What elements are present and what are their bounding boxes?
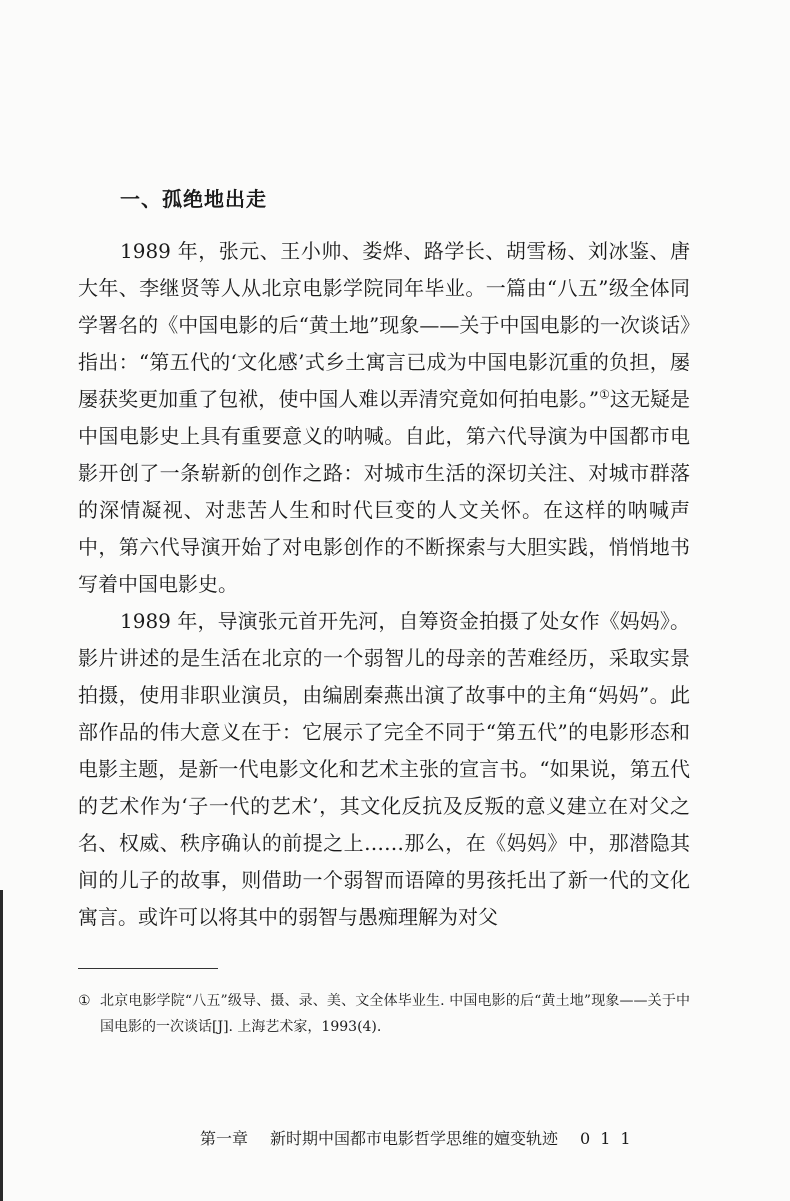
paragraph-1 <box>78 233 690 603</box>
footer-title: 新时期中国都市电影哲学思维的嬗变轨迹 <box>270 1129 559 1148</box>
footnote-divider <box>78 968 218 969</box>
page-edge-shadow <box>0 890 3 1201</box>
page-number: 011 <box>580 1129 641 1148</box>
section-heading: 一、孤绝地出走 <box>120 187 267 211</box>
paragraph-1-text-a: 1989 年，张元、王小帅、娄烨、路学长、胡雪杨、刘冰鉴、唐大年、李继贤等人从北京电影学院同年毕业。一篇由“八五”级全体同学署名的《中国电影的后“黄土地”现象——关于中国电影的一次谈话》指出：“第五代的‘文化感’式乡土寓言已成为中国电影沉重的负担，屡屡获奖更加重了包袱，使中国人难以弄清究竟如何拍电影。” <box>78 239 690 411</box>
footnote-number: ① <box>78 993 91 1009</box>
paragraph-1-text-b: 这无疑是中国电影史上具有重要意义的呐喊。自此，第六代导演为中国都市电影开创了一条崭新的创作之路：对城市生活的深切关注、对城市群落的深情凝视、对悲苦人生和时代巨变的人文关怀。在这样的呐喊声中，第六代导演开始了对电影创作的不断探索与大胆实践，悄悄地书写着中国电影史。 <box>78 387 691 596</box>
body-text <box>78 233 690 936</box>
footer-chapter: 第一章 <box>200 1129 249 1148</box>
footnote-reference-mark: ① <box>599 387 610 402</box>
footnote-text: 北京电影学院“八五”级导、摄、录、美、文全体毕业生. 中国电影的后“黄土地”现象——关于中国电影的一次谈话[J]. 上海艺术家，1993(4). <box>100 993 690 1035</box>
paragraph-2: 1989 年，导演张元首开先河，自筹资金拍摄了处女作《妈妈》。影片讲述的是生活在北京的一个弱智儿的母亲的苦难经历，采取实景拍摄，使用非职业演员，由编剧秦燕出演了故事中的主角“妈妈”。此部作品的伟大意义在于：它展示了完全不同于“第五代”的电影形态和电影主题，是新一代电影文化和艺术主张的宣言书。“如果说，第五代的艺术作为‘子一代的艺术’，其文化反抗及反叛的意义建立在对父之名、权威、秩序确认的前提之上……那么，在《妈妈》中，那潜隐其间的儿子的故事，则借助一个弱智而语障的男孩托出了新一代的文化寓言。或许可以将其中的弱智与愚痴理解为对父 <box>78 609 690 929</box>
running-footer <box>200 1126 641 1149</box>
footnote <box>78 988 690 1040</box>
